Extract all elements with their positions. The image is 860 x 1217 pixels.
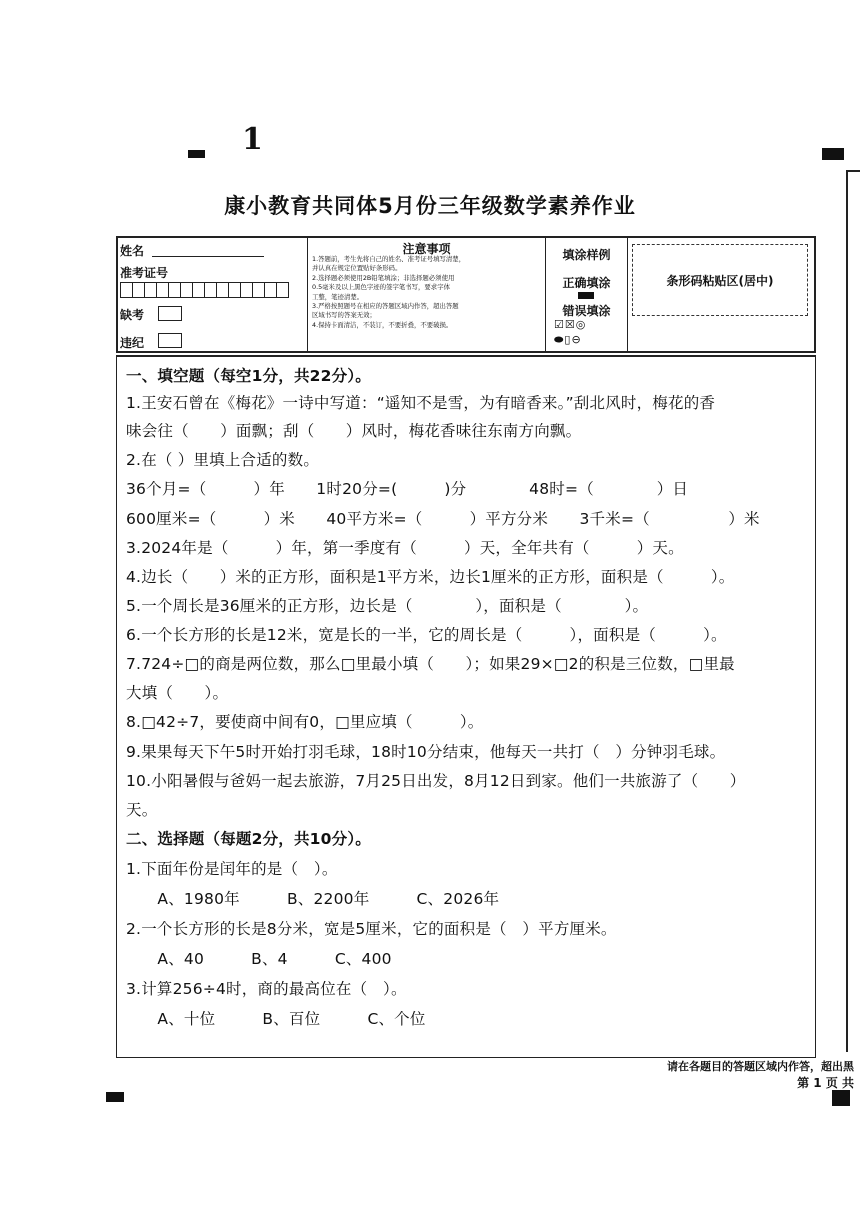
choice-line: A、十位 B、百位 C、个位 <box>126 1010 426 1028</box>
note-line: 1.答题前，考生先将自己的姓名、准考证号填写清楚， <box>312 255 466 263</box>
fill-sample-label: 填涂样例 <box>562 248 611 262</box>
question-line: 1.下面年份是闰年的是（ ）。 <box>126 860 338 878</box>
note-line: 区域书写的答案无效； <box>312 311 376 320</box>
absent-label: 缺考 <box>120 308 145 322</box>
question-line: 4.边长（ ）米的正方形，面积是1平方米，边长1厘米的正方形，面积是（ ）。 <box>126 568 735 586</box>
question-line: 2.在（ ）里填上合适的数。 <box>126 451 320 469</box>
wrong-fill-samples-row2: ⬬▯⊖ <box>554 333 582 346</box>
right-frame-border <box>846 170 860 1052</box>
note-line: 2.选择题必须使用2B铅笔填涂；非选择题必须使用 <box>312 273 455 282</box>
name-field[interactable] <box>152 256 264 257</box>
choice-line: A、1980年 B、2200年 C、2026年 <box>126 890 500 908</box>
violation-checkbox[interactable] <box>158 333 182 348</box>
alignment-mark-top-right <box>822 148 844 160</box>
name-label: 姓名 <box>120 244 145 258</box>
question-line: 36个月=（ ）年 1时20分=( )分 48时=（ ）日 <box>126 480 689 498</box>
footer-instruction: 请在各题目的答题区域内作答，超出黑 <box>667 1060 854 1073</box>
correct-fill-label: 正确填涂 <box>562 276 611 290</box>
correct-fill-sample <box>578 292 594 299</box>
alignment-mark-bottom-right <box>832 1090 850 1106</box>
header-box <box>116 236 816 353</box>
notes-cell <box>308 238 546 351</box>
note-line: 0.5毫米及以上黑色字迹的签字笔书写，要求字体 <box>312 283 450 292</box>
absent-checkbox[interactable] <box>158 306 182 321</box>
section1-heading: 一、填空题（每空1分，共22分）。 <box>126 367 372 385</box>
section2-heading: 二、选择题（每题2分，共10分）。 <box>126 830 372 848</box>
question-line: 2.一个长方形的长是8分米，宽是5厘米，它的面积是（ ）平方厘米。 <box>126 920 617 938</box>
question-line: 5.一个周长是36厘米的正方形，边长是（ ），面积是（ ）。 <box>126 597 649 615</box>
question-line: 1.王安石曾在《梅花》一诗中写道：“遥知不是雪，为有暗香来。”刮北风时，梅花的香 <box>126 394 716 412</box>
barcode-area <box>632 244 808 316</box>
wrong-fill-label: 错误填涂 <box>562 304 611 318</box>
note-line: 3.严格按照题号在相应的答题区域内作答，超出答题 <box>312 302 459 311</box>
note-line: 工整，笔迹清楚。 <box>312 292 364 301</box>
notes-title: 注意事项 <box>402 242 451 256</box>
alignment-mark-bottom-left <box>106 1092 124 1102</box>
alignment-mark-top-left <box>188 150 205 158</box>
question-line: 7.724÷□的商是两位数，那么□里最小填（ ）；如果29×□2的积是三位数，□里最 <box>126 655 735 673</box>
wrong-fill-samples-row1: ☑☒◎ <box>554 318 587 331</box>
page-title: 康小教育共同体5月份三年级数学素养作业 <box>224 194 636 218</box>
exam-id-label: 准考证号 <box>120 266 169 280</box>
barcode-cell <box>628 238 814 351</box>
question-line: 味会往（ ）面飘；刮（ ）风时，梅花香味往东南方向飘。 <box>126 422 582 440</box>
fill-sample-cell <box>546 238 628 351</box>
note-line: 4.保持卡面清洁，不装订，不要折叠，不要破损。 <box>312 320 453 329</box>
note-line: 并认真在规定位置贴好条形码。 <box>312 264 402 273</box>
question-line: 10.小阳暑假与爸妈一起去旅游，7月25日出发，8月12日到家。他们一共旅游了（ ） <box>126 772 746 790</box>
question-line: 大填（ ）。 <box>126 684 229 702</box>
question-line: 6.一个长方形的长是12米，宽是长的一半，它的周长是（ ），面积是（ ）。 <box>126 626 727 644</box>
footer-page-indicator: 第 1 页 共 <box>797 1076 854 1090</box>
exam-id-grid[interactable] <box>120 282 288 298</box>
barcode-label: 条形码粘贴区(居中) <box>666 273 774 288</box>
question-line: 9.果果每天下午5时开始打羽毛球，18时10分结束，他每天一共打（ ）分钟羽毛球。 <box>126 743 726 761</box>
question-line: 3.计算256÷4时，商的最高位在（ ）。 <box>126 980 407 998</box>
question-line: 天。 <box>126 801 158 819</box>
question-line: 3.2024年是（ ）年，第一季度有（ ）天，全年共有（ ）天。 <box>126 539 684 557</box>
choice-line: A、40 B、4 C、400 <box>126 950 392 968</box>
question-line: 8.□42÷7，要使商中间有0，□里应填（ ）。 <box>126 713 484 731</box>
notes-list <box>312 255 540 330</box>
page-number: 1 <box>242 122 263 157</box>
student-info-cell <box>118 238 308 351</box>
violation-label: 违纪 <box>120 336 145 350</box>
question-line: 600厘米=（ ）米 40平方米=（ ）平方分米 3千米=（ ）米 <box>126 510 760 528</box>
